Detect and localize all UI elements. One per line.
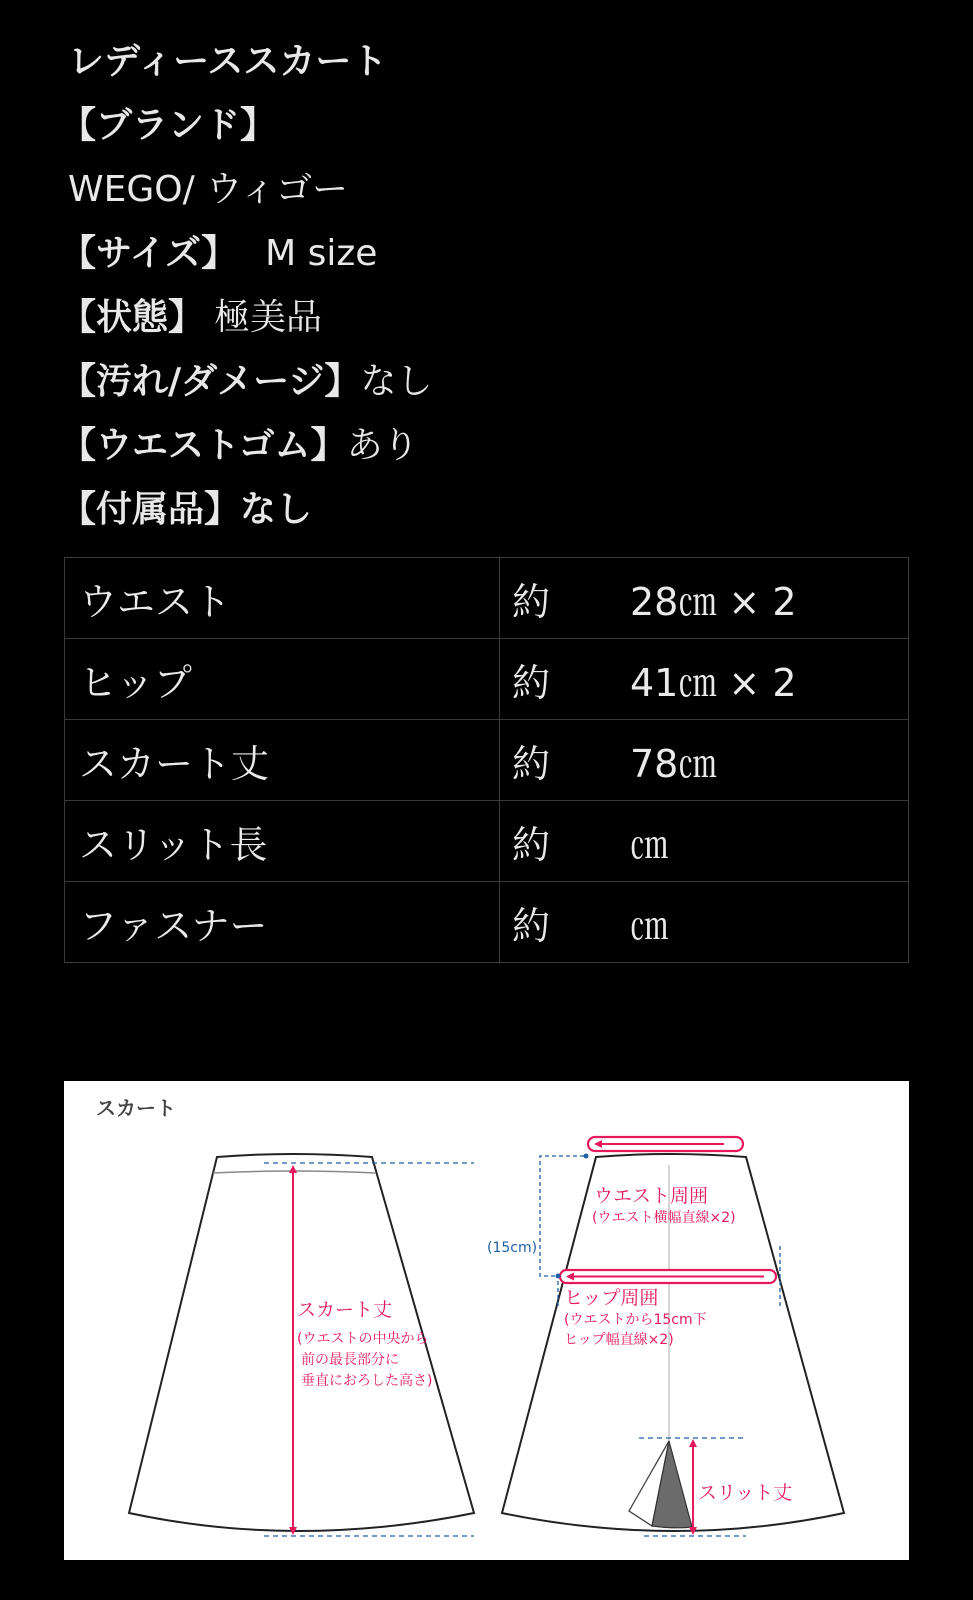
measure-name: ファスナー [65,882,500,963]
hip-point [556,1274,561,1279]
table-row [65,639,909,720]
table-row [65,801,909,882]
measurement-diagram [64,1081,909,1560]
diagram-svg [64,1081,909,1560]
waist-note: (ウエスト横幅直線×2) [592,1210,736,1226]
measure-value-cell [500,801,909,882]
size-row [60,222,432,286]
condition-row [60,286,432,350]
measure-value-cell [500,558,909,639]
measure-value-cell [500,639,909,720]
skirt-length-label: スカート丈 [297,1299,393,1321]
measure-value: 78㎝ [630,741,717,786]
brand-value: WEGO/ ウィゴー [68,169,348,210]
waist-label: ウエスト周囲 [594,1185,709,1207]
approx-label: 約 [512,660,551,705]
accessories-value: なし [240,489,313,530]
measure-name: ウエスト [65,558,500,639]
table-row [65,882,909,963]
offset-label: (15cm) [487,1240,538,1256]
hip-note-2: ヒップ幅直線×2) [564,1332,674,1348]
table-row [65,720,909,801]
waist-rubber-value: あり [346,425,419,466]
accessories-row [60,478,432,542]
measure-value: ㎝ [630,822,669,867]
measure-value-cell [500,720,909,801]
approx-label: 約 [512,903,551,948]
measure-value-cell [500,882,909,963]
stain-label: 【汚れ/ダメージ】 [60,361,361,402]
hip-label: ヒップ周囲 [564,1287,659,1309]
hip-note-1: (ウエストから15cm下 [564,1312,707,1328]
size-value: M size [265,233,378,274]
measure-value: 28㎝ × 2 [630,579,797,624]
waist-point [584,1154,589,1159]
approx-label: 約 [512,579,551,624]
slit-label: スリット丈 [698,1482,793,1504]
stain-value: なし [360,361,433,402]
listing-info [60,30,432,542]
measure-name: スリット長 [65,801,500,882]
skirt-length-note-3: 垂直におろした高さ) [301,1373,433,1389]
approx-label: 約 [512,822,551,867]
accessories-label: 【付属品】 [60,489,241,530]
measure-name: ヒップ [65,639,500,720]
measurement-table [64,557,909,963]
approx-label: 約 [512,741,551,786]
skirt-length-note-2: 前の最長部分に [301,1352,399,1368]
condition-value: 極美品 [214,297,323,338]
waist-rubber-row [60,414,432,478]
measure-value: ㎝ [630,903,669,948]
measure-name: スカート丈 [65,720,500,801]
brand-label: 【ブランド】 [60,105,277,146]
waist-rubber-label: 【ウエストゴム】 [60,425,347,466]
skirt-length-note-1: (ウエストの中央から [297,1331,429,1347]
table-row [65,558,909,639]
measure-value: 41㎝ × 2 [630,660,797,705]
stain-row [60,350,432,414]
diagram-title: スカート [96,1096,176,1120]
condition-label: 【状態】 [60,297,205,338]
size-label: 【サイズ】 [60,233,238,274]
listing-title: レディーススカート [68,41,388,82]
